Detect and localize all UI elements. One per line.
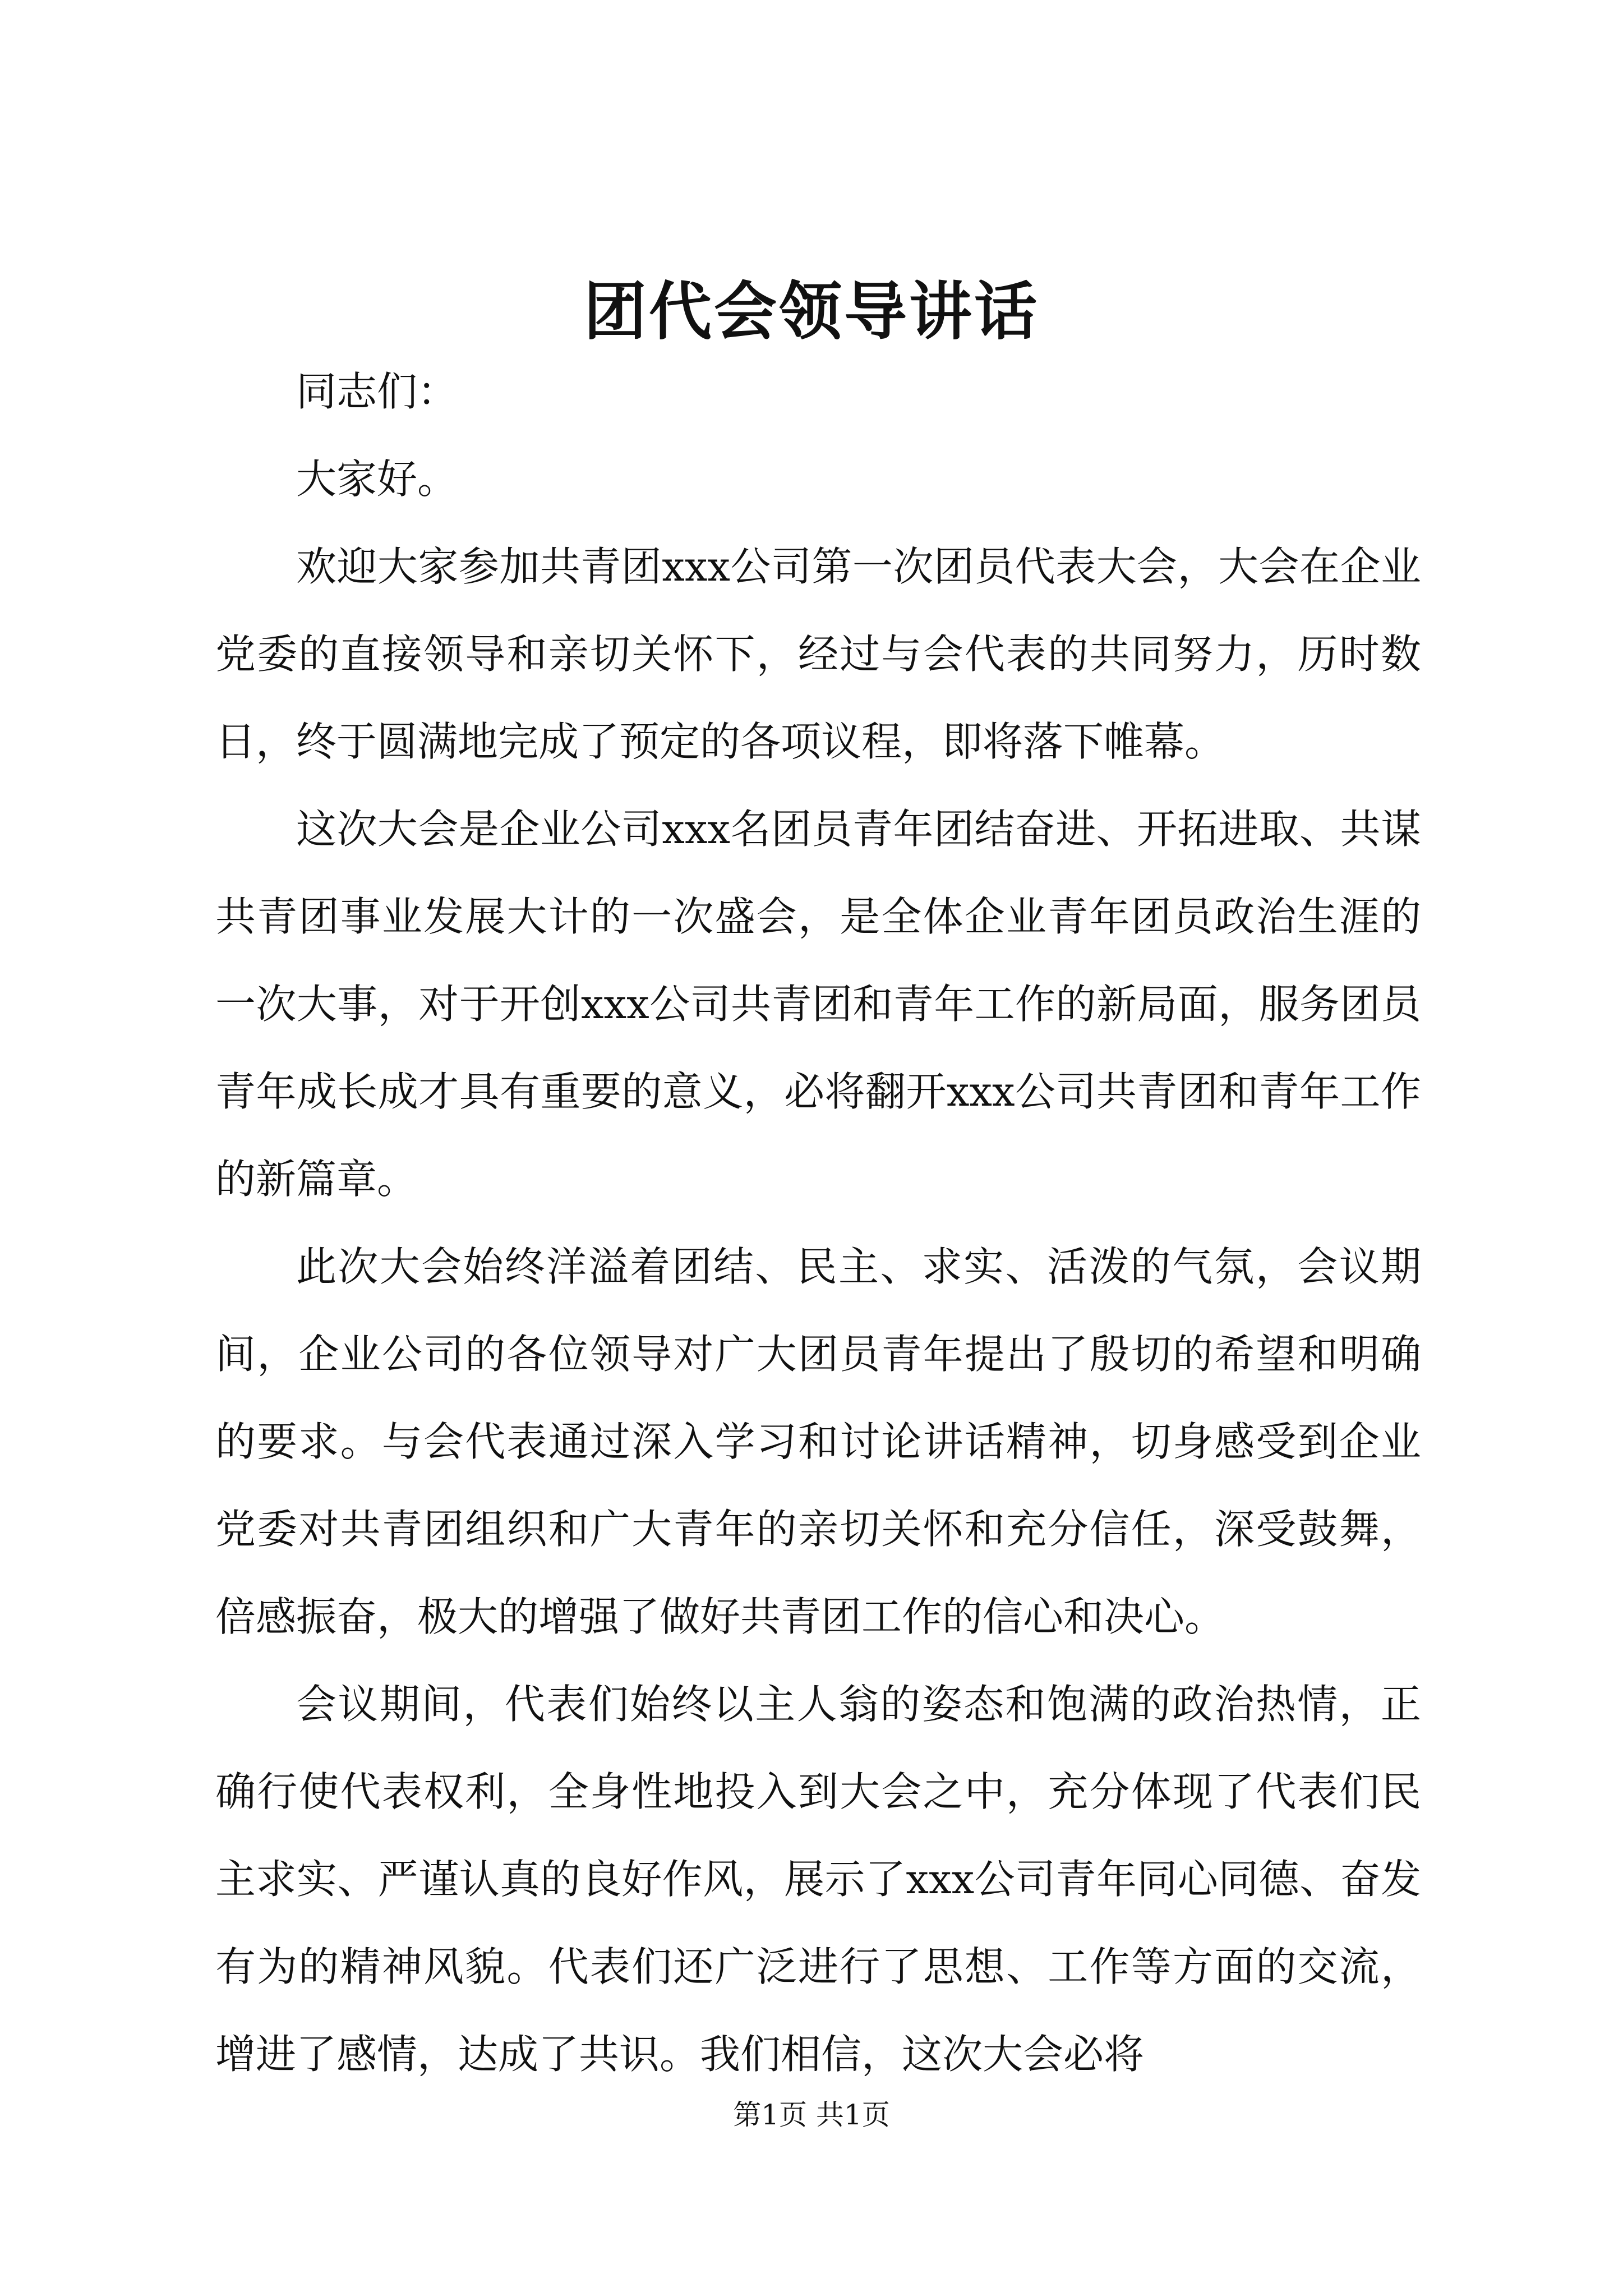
salutation: 同志们： [296, 368, 458, 415]
document-body [215, 348, 1421, 2098]
paragraph-welcome: 欢迎大家参加共青团xxx公司第一次团员代表大会，大会在企业党委的直接领导和亲切关怀下，经过与会代表的共同努力，历时数日，终于圆满地完成了预定的各项议程，即将落下帷幕。 [215, 543, 1421, 765]
document-title: 团代会领导讲话 [584, 275, 1039, 348]
paragraph-delegates: 会议期间，代表们始终以主人翁的姿态和饱满的政治热情，正确行使代表权利，全身性地投入到大会之中，充分体现了代表们民主求实、严谨认真的良好作风，展示了xxx公司青年同心同德、奋发有为的精神风貌。代表们还广泛进行了思想、工作等方面的交流，增进了感情，达成了共识。我们相信，这次大会必将 [215, 1681, 1421, 2078]
paragraph-atmosphere: 此次大会始终洋溢着团结、民主、求实、活泼的气氛，会议期间，企业公司的各位领导对广大团员青年提出了殷切的希望和明确的要求。与会代表通过深入学习和讨论讲话精神，切身感受到企业党委对共青团组织和广大青年的亲切关怀和充分信任，深受鼓舞，倍感振奋，极大的增强了做好共青团工作的信心和决心。 [215, 1243, 1421, 1640]
paragraph-significance: 这次大会是企业公司xxx名团员青年团结奋进、开拓进取、共谋共青团事业发展大计的一次盛会，是全体企业青年团员政治生涯的一次大事，对于开创xxx公司共青团和青年工作的新局面，服务团员青年成长成才具有重要的意义，必将翻开xxx公司共青团和青年工作的新篇章。 [215, 806, 1421, 1203]
page-footer: 第1页 共1页 [733, 2099, 890, 2131]
greeting: 大家好。 [296, 455, 458, 503]
